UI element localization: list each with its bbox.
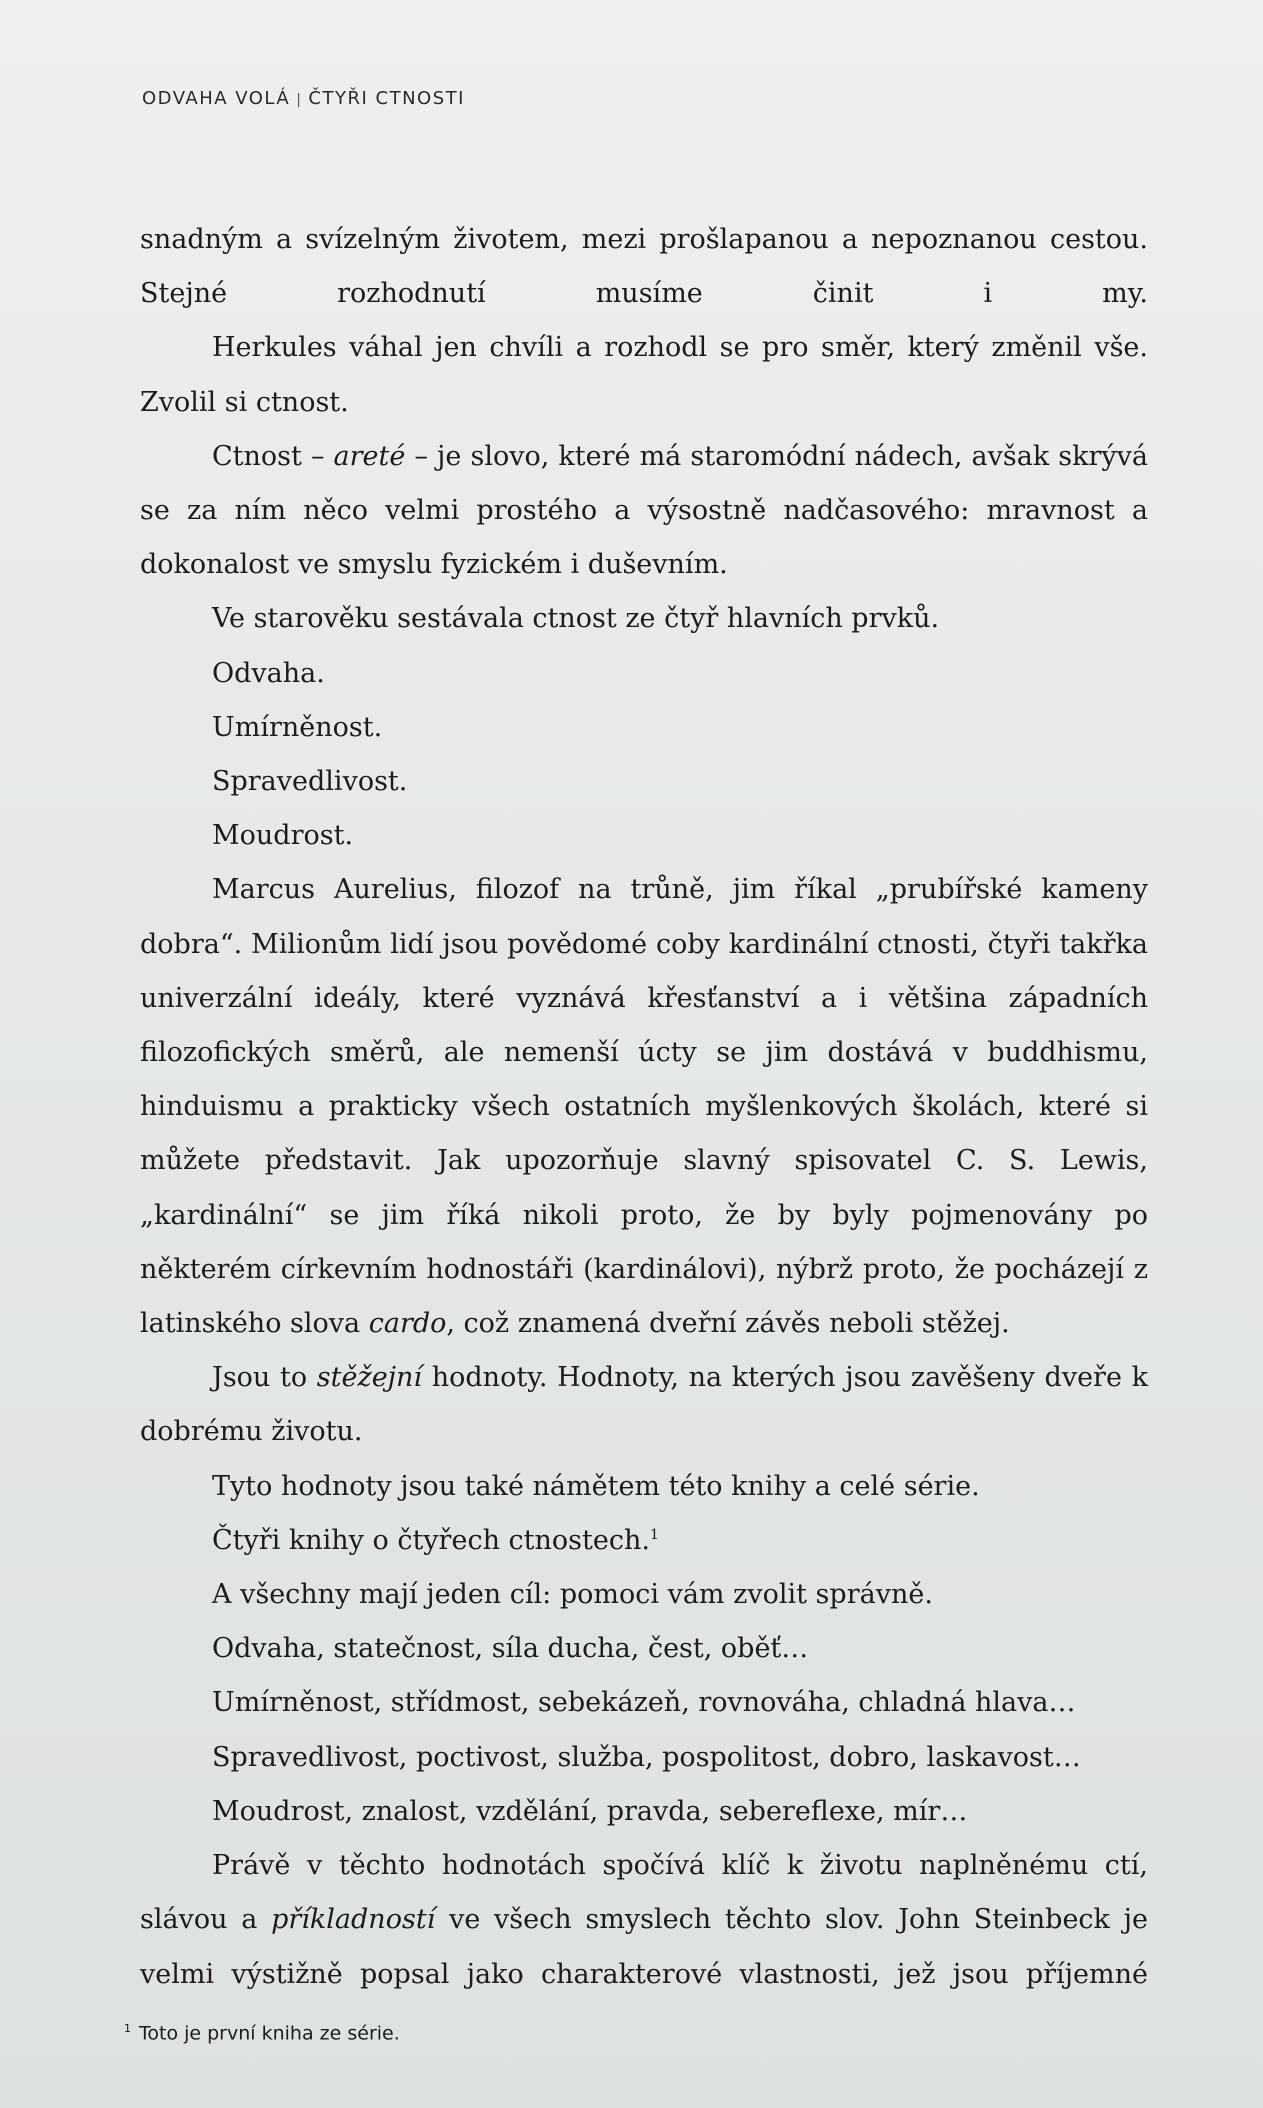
paragraph-steinbeck: Právě v těchto hodnotách spočívá klíč k životu naplněnému ctí, slávou a příkladností ve všech smyslech těchto slov. John Steinbeck je velmi výstižně popsal jako charakterové vlastnosti, jež jsou příjemné bbox=[140, 1850, 1149, 1990]
paragraph-stezejni: Jsou to stěžejní hodnoty. Hodnoty, na kterých jsou zavěšeny dveře k dobrému životu. bbox=[140, 1362, 1148, 1448]
virtue-list-justice: Spravedlivost, poctivost, služba, pospolitost, dobro, laskavost… bbox=[212, 1741, 1081, 1773]
paragraph-marcus-aurelius: Marcus Aurelius, filozof na trůně, jim říkal „prubířské kameny dobra“. Milionům lidí jsou povědomé coby kardinální ctnosti, čtyři takřka univerzální ideály, které vyznává křesťanství a i většina západních filozofických směrů, ale nemenší úcty se jim dostává v buddhismu, hinduismu a prakticky všech ostatních myšlenkových školách, které si můžete představit. Jak upozorňuje slavný spisovatel C. S. Lewis, „kardinální“ se jim říká nikoli proto, že by byly pojmenovány po některém církevním hodnostáři (kardinálovi), nýbrž proto, že pocházejí z latinského slova cardo, což znamená dveřní závěs neboli stěžej. bbox=[140, 874, 1148, 1340]
paragraph-arete: Ctnost – areté – je slovo, které má staromódní nádech, avšak skrývá se za ním něco velmi prostého a výsostně nadčasového: mravnost a dokonalost ve smyslu fyzickém i duševním. bbox=[140, 440, 1148, 581]
body-text bbox=[140, 213, 1148, 2002]
virtue-line: Moudrost. bbox=[212, 820, 354, 852]
virtue-line: Odvaha. bbox=[212, 657, 325, 689]
running-head-separator: | bbox=[296, 92, 303, 108]
virtue-list-temperance: Umírněnost, střídmost, sebekázeň, rovnováha, chladná hlava… bbox=[212, 1687, 1076, 1719]
virtue-line: Spravedlivost. bbox=[212, 766, 408, 798]
paragraph: A všechny mají jeden cíl: pomoci vám zvolit správně. bbox=[212, 1579, 933, 1611]
paragraph-footnote-ref: Čtyři knihy o čtyřech ctnostech.$^1$ bbox=[212, 1524, 659, 1556]
footnote-reference: 1 bbox=[649, 1526, 659, 1543]
footnote bbox=[124, 2022, 400, 2044]
running-head-book-title: ODVAHA VOLÁ bbox=[142, 88, 291, 109]
virtue-line: Umírněnost. bbox=[212, 711, 383, 743]
running-head-chapter-title: ČTYŘI CTNOSTI bbox=[308, 88, 465, 109]
virtue-list-courage: Odvaha, statečnost, síla ducha, čest, oběť… bbox=[212, 1633, 809, 1665]
paragraph: Ve starověku sestávala ctnost ze čtyř hlavních prvků. bbox=[212, 603, 940, 635]
footnote-text: Toto je první kniha ze série. bbox=[139, 2022, 400, 2045]
running-head bbox=[142, 88, 465, 109]
footnote-number: 1 bbox=[124, 2022, 131, 2035]
paragraph: Tyto hodnoty jsou také námětem této knihy a celé série. bbox=[212, 1470, 980, 1502]
paragraph: Herkules váhal jen chvíli a rozhodl se pro směr, který změnil vše. Zvolil si ctnost. bbox=[140, 332, 1148, 418]
virtue-list-wisdom: Moudrost, znalost, vzdělání, pravda, sebereflexe, mír… bbox=[212, 1795, 968, 1827]
paragraph-continued: snadným a svízelným životem, mezi prošlapanou a nepoznanou cestou. Stejné rozhodnutí musíme činit i my. bbox=[140, 224, 1148, 310]
